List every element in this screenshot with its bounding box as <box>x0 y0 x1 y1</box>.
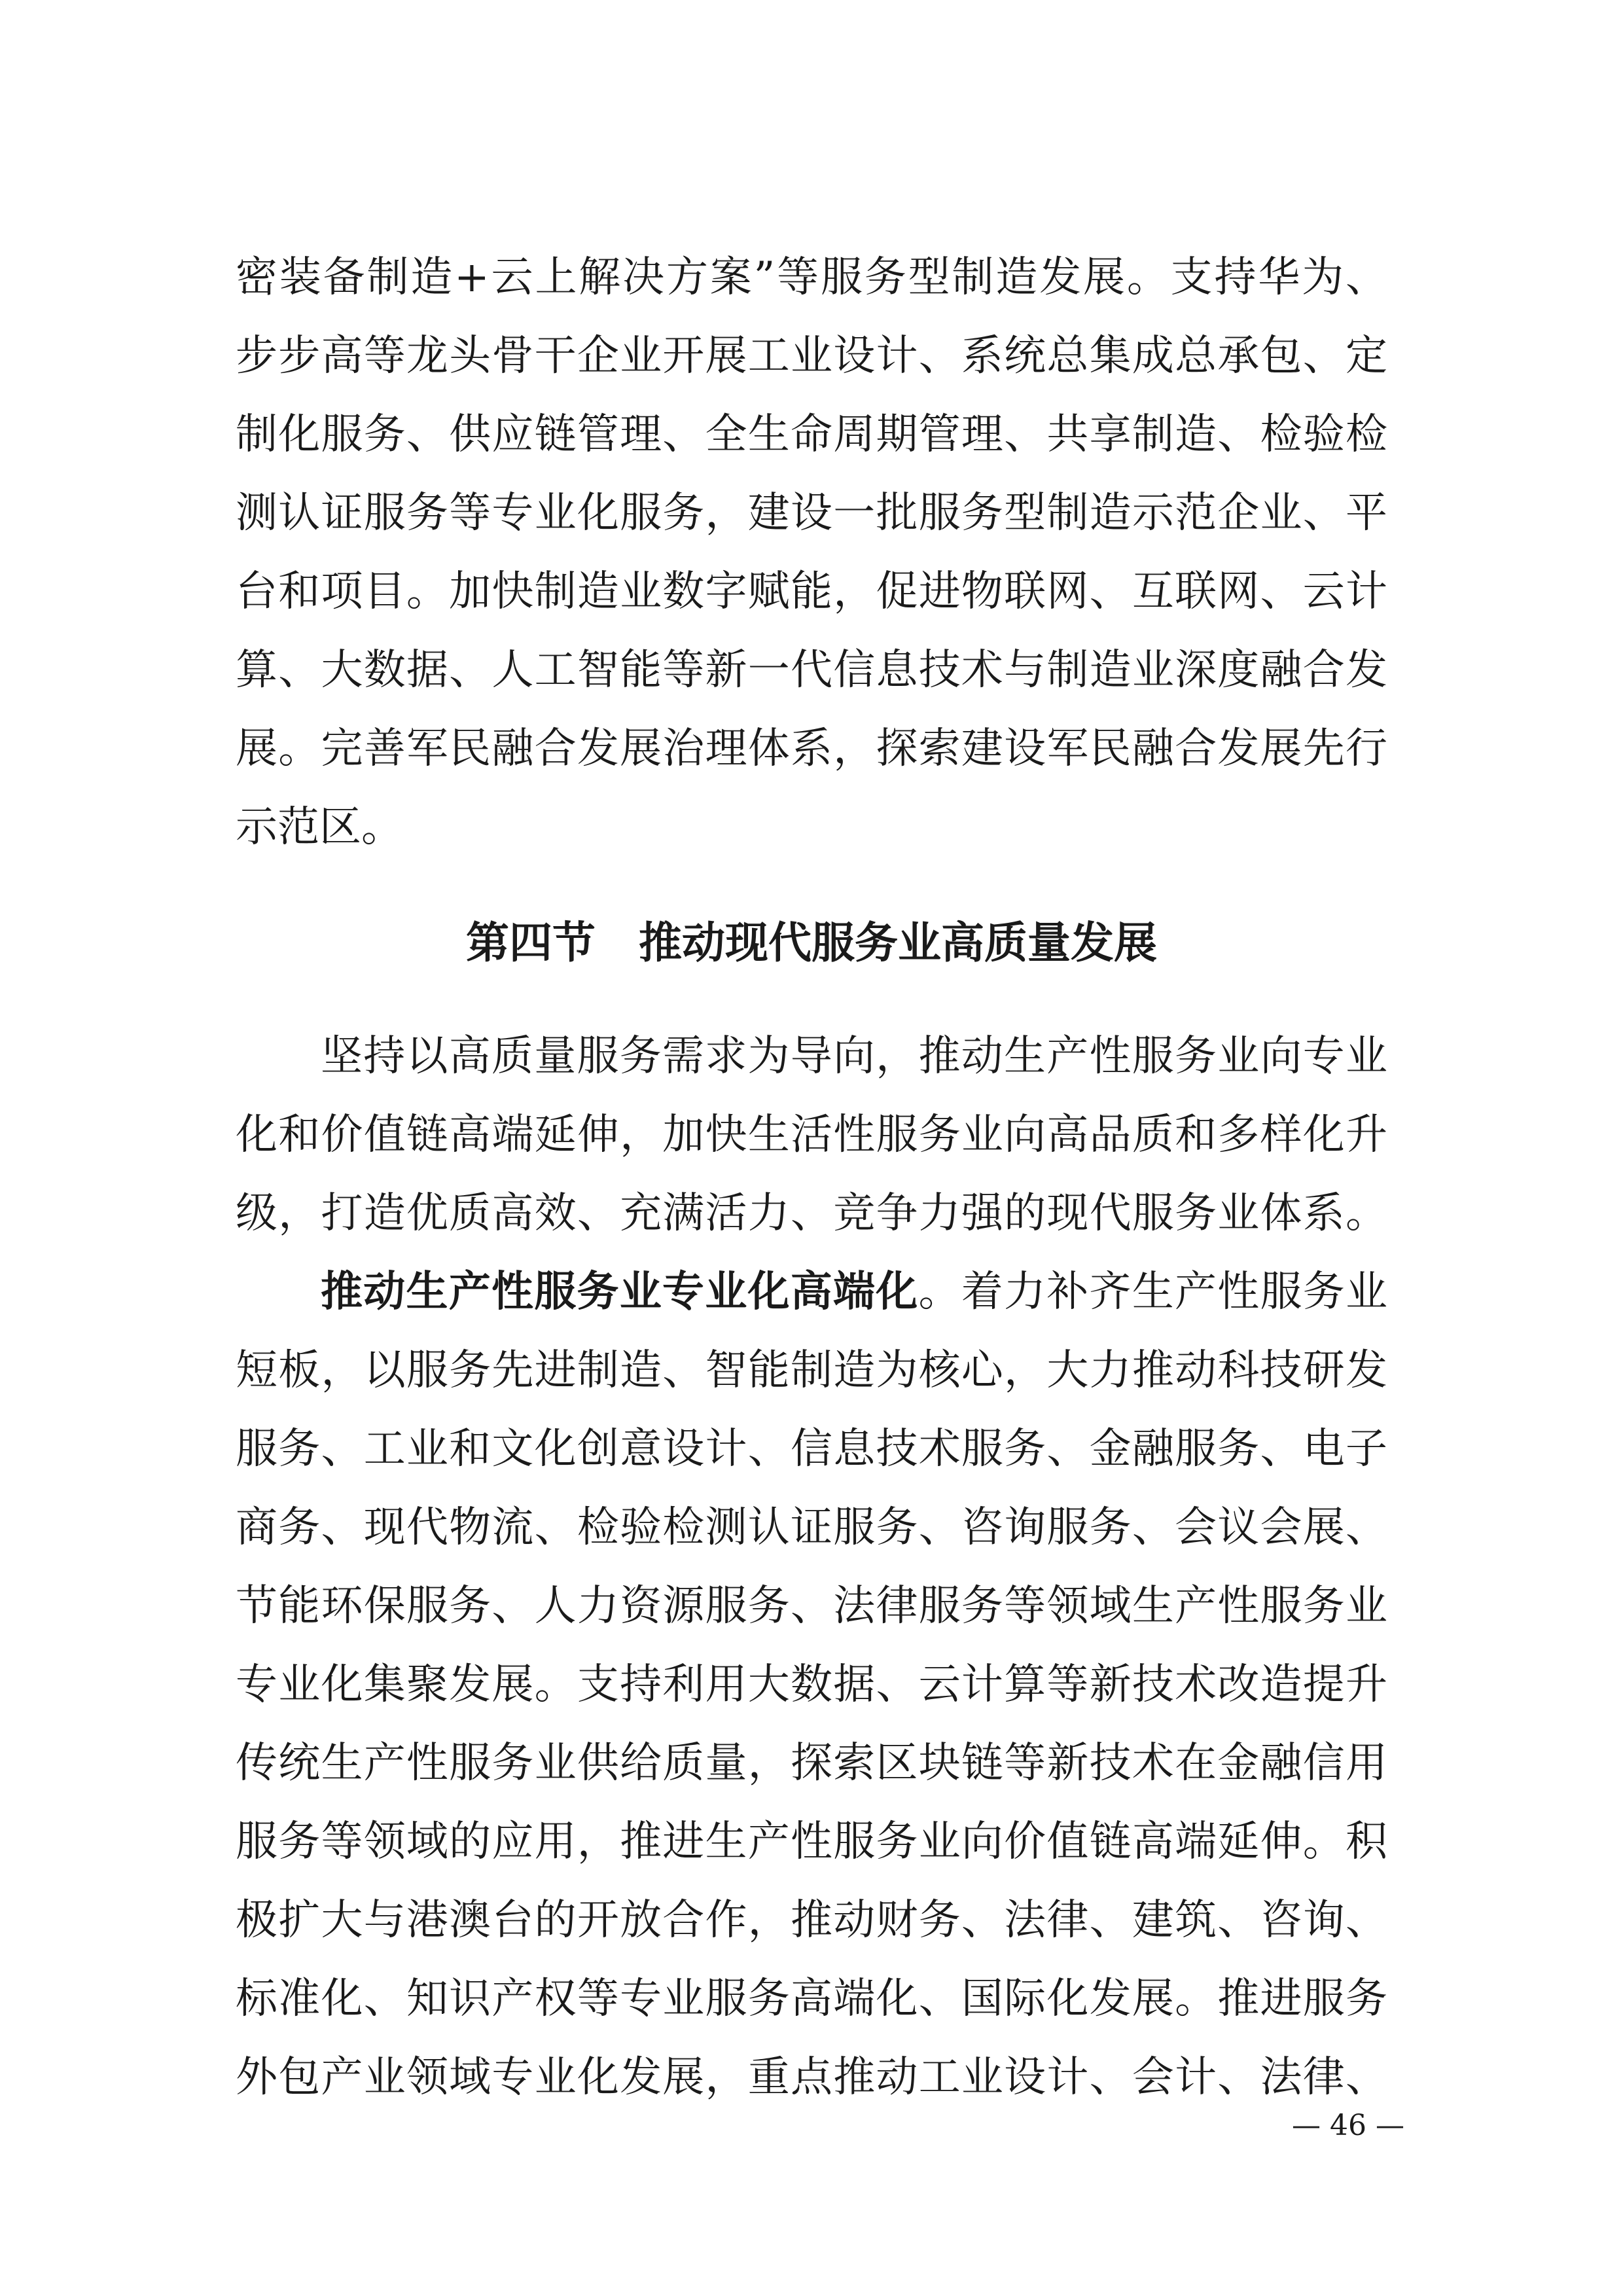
text-line: 级，打造优质高效、充满活力、竞争力强的现代服务业体系。 <box>236 1189 1387 1238</box>
text-line: 化和价值链高端延伸，加快生活性服务业向高品质和多样化升 <box>236 1111 1387 1159</box>
text-line <box>321 1259 1387 1325</box>
text-line: 短板，以服务先进制造、智能制造为核心，大力推动科技研发 <box>236 1346 1387 1395</box>
text-line: 专业化集聚发展。支持利用大数据、云计算等新技术改造提升 <box>236 1660 1387 1709</box>
text-line: 外包产业领域专业化发展，重点推动工业设计、会计、法律、 <box>236 2053 1387 2102</box>
text-line: 测认证服务等专业化服务，建设一批服务型制造示范企业、平 <box>236 489 1387 537</box>
section-heading: 第四节 推动现代服务业高质量发展 <box>466 917 1157 968</box>
text-line: 示范区。 <box>236 803 403 852</box>
bold-lead-phrase: 推动生产性服务业专业化高端化 <box>321 1267 919 1316</box>
text-line: 服务等领域的应用，推进生产性服务业向价值链高端延伸。积 <box>236 1818 1387 1866</box>
text-line: 步步高等龙头骨干企业开展工业设计、系统总集成总承包、定 <box>236 332 1387 380</box>
text-line: 服务、工业和文化创意设计、信息技术服务、金融服务、电子 <box>236 1425 1387 1473</box>
text-line: 传统生产性服务业供给质量，探索区块链等新技术在金融信用 <box>236 1739 1387 1787</box>
text-run: 。着力补齐生产性服务业 <box>918 1268 1387 1316</box>
text-line: 标准化、知识产权等专业服务高端化、国际化发展。推进服务 <box>236 1975 1387 2023</box>
text-line: 节能环保服务、人力资源服务、法律服务等领域生产性服务业 <box>236 1582 1387 1630</box>
text-line: 坚持以高质量服务需求为导向，推动生产性服务业向专业 <box>321 1032 1387 1081</box>
text-line: 极扩大与港澳台的开放合作，推动财务、法律、建筑、咨询、 <box>236 1896 1387 1945</box>
text-line: 展。完善军民融合发展治理体系，探索建设军民融合发展先行 <box>236 725 1387 773</box>
text-line: 台和项目。加快制造业数字赋能，促进物联网、互联网、云计 <box>236 567 1387 616</box>
text-line: 密装备制造+云上解决方案”等服务型制造发展。支持华为、 <box>236 253 1387 302</box>
text-line: 商务、现代物流、检验检测认证服务、咨询服务、会议会展、 <box>236 1503 1387 1552</box>
text-line: 制化服务、供应链管理、全生命周期管理、共享制造、检验检 <box>236 410 1387 459</box>
page-number: — 46 — <box>1292 2109 1404 2142</box>
text-line: 算、大数据、人工智能等新一代信息技术与制造业深度融合发 <box>236 646 1387 694</box>
